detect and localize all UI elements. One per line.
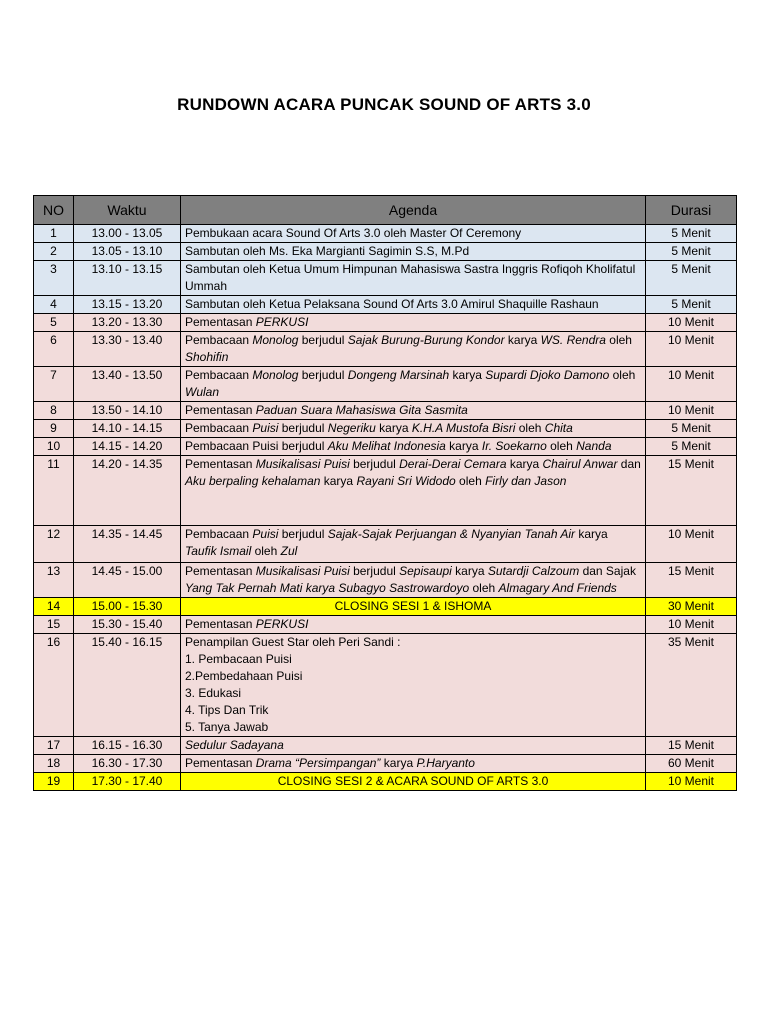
agenda-text: oleh (251, 544, 281, 558)
agenda-text: PERKUSI (255, 617, 309, 631)
table-row (34, 616, 737, 634)
rundown-table (33, 195, 737, 791)
agenda-text: Musikalisasi Puisi (255, 564, 350, 578)
row-duration: 10 Menit (646, 616, 737, 634)
agenda-text: CLOSING SESI 1 & ISHOMA (334, 599, 492, 613)
agenda-text: karya (445, 439, 482, 453)
agenda-text: Sutardji Calzoum (487, 564, 580, 578)
agenda-text: 4. Tips Dan Trik (185, 703, 269, 717)
row-agenda (181, 634, 646, 737)
agenda-text: CLOSING SESI 2 & ACARA SOUND OF ARTS 3.0 (277, 774, 549, 788)
agenda-text: oleh (546, 439, 577, 453)
row-duration: 10 Menit (646, 314, 737, 332)
agenda-text: Aku berpaling kehalaman (185, 474, 321, 488)
agenda-text: Pementasan (185, 756, 256, 770)
page-title: RUNDOWN ACARA PUNCAK SOUND OF ARTS 3.0 (177, 95, 591, 114)
row-time: 14.20 - 14.35 (74, 456, 181, 526)
agenda-text: Sambutan oleh Ketua Umum Himpunan Mahasiswa Sastra Inggris Rofiqoh Kholifatul Ummah (185, 262, 636, 293)
row-no: 4 (34, 296, 74, 314)
agenda-text: Wulan (185, 385, 220, 399)
agenda-text: Pementasan (185, 315, 256, 329)
agenda-text: berjudul (298, 368, 348, 382)
agenda-text: Penampilan Guest Star oleh Peri Sandi : (185, 635, 401, 649)
table-header-row (34, 196, 737, 225)
agenda-text: Pementasan (185, 403, 256, 417)
agenda-text: karya (504, 333, 541, 347)
row-agenda (181, 296, 646, 314)
row-time: 15.40 - 16.15 (74, 634, 181, 737)
header-no: NO (34, 196, 74, 225)
row-no: 1 (34, 225, 74, 243)
agenda-text: 3. Edukasi (185, 686, 242, 700)
table-row (34, 402, 737, 420)
agenda-text: Rayani Sri Widodo (356, 474, 456, 488)
row-time: 13.30 - 13.40 (74, 332, 181, 367)
agenda-text: Pementasan (185, 457, 256, 471)
row-agenda (181, 225, 646, 243)
agenda-text: Puisi (252, 527, 279, 541)
row-time: 13.00 - 13.05 (74, 225, 181, 243)
agenda-text: Musikalisasi Puisi (255, 457, 350, 471)
header-agenda: Agenda (181, 196, 646, 225)
row-duration: 5 Menit (646, 296, 737, 314)
row-no: 9 (34, 420, 74, 438)
agenda-text: karya (451, 564, 488, 578)
agenda-text: Pementasan (185, 617, 256, 631)
row-duration: 15 Menit (646, 737, 737, 755)
agenda-text: Monolog (252, 333, 299, 347)
row-no: 12 (34, 526, 74, 563)
row-no: 11 (34, 456, 74, 526)
row-agenda (181, 261, 646, 296)
row-time: 13.10 - 13.15 (74, 261, 181, 296)
row-duration: 10 Menit (646, 367, 737, 402)
row-no: 3 (34, 261, 74, 296)
row-duration: 15 Menit (646, 456, 737, 526)
row-agenda (181, 402, 646, 420)
row-duration: 30 Menit (646, 598, 737, 616)
row-time: 13.40 - 13.50 (74, 367, 181, 402)
row-agenda (181, 616, 646, 634)
table-row (34, 261, 737, 296)
agenda-text: Pembacaan (185, 421, 253, 435)
row-time: 15.00 - 15.30 (74, 598, 181, 616)
agenda-text: karya (506, 457, 543, 471)
row-duration: 5 Menit (646, 438, 737, 456)
row-no: 5 (34, 314, 74, 332)
row-no: 14 (34, 598, 74, 616)
agenda-text: Paduan Suara Mahasiswa Gita Sasmita (255, 403, 468, 417)
agenda-text: berjudul (278, 421, 328, 435)
table-row (34, 598, 737, 616)
agenda-text: Sepisaupi (399, 564, 452, 578)
table-row (34, 438, 737, 456)
agenda-text: oleh (515, 421, 545, 435)
agenda-text: Zul (280, 544, 298, 558)
row-duration: 10 Menit (646, 773, 737, 791)
row-no: 8 (34, 402, 74, 420)
row-time: 14.15 - 14.20 (74, 438, 181, 456)
table-row (34, 563, 737, 598)
row-no: 6 (34, 332, 74, 367)
row-duration: 35 Menit (646, 634, 737, 737)
agenda-text: oleh (609, 368, 636, 382)
agenda-text: Puisi (252, 421, 279, 435)
row-agenda (181, 456, 646, 526)
agenda-text: Pembacaan (185, 368, 253, 382)
row-no: 10 (34, 438, 74, 456)
agenda-text: karya (449, 368, 486, 382)
agenda-text: Ir. Soekarno (481, 439, 547, 453)
agenda-text: berjudul (349, 564, 400, 578)
agenda-text: oleh (605, 333, 632, 347)
table-row (34, 755, 737, 773)
row-time: 16.15 - 16.30 (74, 737, 181, 755)
agenda-text: Sedulur Sadayana (185, 738, 284, 752)
row-duration: 60 Menit (646, 755, 737, 773)
agenda-text: K.H.A Mustofa Bisri (411, 421, 516, 435)
table-row (34, 225, 737, 243)
row-agenda (181, 314, 646, 332)
agenda-text: 5. Tanya Jawab (185, 720, 269, 734)
row-time: 15.30 - 15.40 (74, 616, 181, 634)
row-agenda (181, 332, 646, 367)
row-time: 14.10 - 14.15 (74, 420, 181, 438)
agenda-text: karya (375, 421, 412, 435)
agenda-text: Dongeng Marsinah (347, 368, 450, 382)
row-agenda (181, 367, 646, 402)
agenda-text: Nanda (576, 439, 612, 453)
header-duration: Durasi (646, 196, 737, 225)
row-duration: 10 Menit (646, 332, 737, 367)
table-row (34, 420, 737, 438)
agenda-text: Sambutan oleh Ms. Eka Margianti Sagimin S.S, M.Pd (185, 244, 470, 258)
table-row (34, 367, 737, 402)
table-row (34, 456, 737, 526)
agenda-text: berjudul (278, 527, 328, 541)
agenda-text: berjudul (349, 457, 400, 471)
agenda-text: 2.Pembedahaan Puisi (185, 669, 303, 683)
table-row (34, 314, 737, 332)
row-no: 19 (34, 773, 74, 791)
row-duration: 5 Menit (646, 225, 737, 243)
agenda-text: oleh (469, 581, 499, 595)
row-time: 16.30 - 17.30 (74, 755, 181, 773)
agenda-text: oleh (455, 474, 486, 488)
agenda-text: 1. Pembacaan Puisi (185, 652, 292, 666)
agenda-text: karya (320, 474, 357, 488)
agenda-text: karya (575, 527, 608, 541)
row-time: 14.35 - 14.45 (74, 526, 181, 563)
agenda-text: Pembacaan (185, 527, 253, 541)
row-agenda (181, 420, 646, 438)
agenda-text: Taufik Ismail (185, 544, 252, 558)
agenda-text: WS. Rendra (540, 333, 606, 347)
table-row (34, 773, 737, 791)
row-time: 13.50 - 14.10 (74, 402, 181, 420)
table-row (34, 332, 737, 367)
row-no: 18 (34, 755, 74, 773)
row-no: 7 (34, 367, 74, 402)
agenda-text: Sajak-Sajak Perjuangan & Nyanyian Tanah Air (327, 527, 576, 541)
row-agenda (181, 598, 646, 616)
row-no: 15 (34, 616, 74, 634)
row-time: 13.20 - 13.30 (74, 314, 181, 332)
row-agenda (181, 773, 646, 791)
table-row (34, 737, 737, 755)
row-duration: 10 Menit (646, 402, 737, 420)
row-duration: 5 Menit (646, 261, 737, 296)
row-agenda (181, 243, 646, 261)
header-time: Waktu (74, 196, 181, 225)
row-duration: 5 Menit (646, 420, 737, 438)
row-agenda (181, 563, 646, 598)
row-time: 14.45 - 15.00 (74, 563, 181, 598)
agenda-text: Pementasan (185, 564, 256, 578)
agenda-text: dan Sajak (579, 564, 636, 578)
agenda-text: Aku Melihat Indonesia (327, 439, 446, 453)
agenda-text: Sambutan oleh Ketua Pelaksana Sound Of Arts 3.0 Amirul Shaquille Rashaun (185, 297, 599, 311)
agenda-text: Supardi Djoko Damono (485, 368, 610, 382)
row-no: 2 (34, 243, 74, 261)
row-agenda (181, 737, 646, 755)
agenda-text: Sajak Burung-Burung Kondor (347, 333, 505, 347)
agenda-text: Chita (544, 421, 573, 435)
agenda-text: Almagary And Friends (498, 581, 617, 595)
row-agenda (181, 526, 646, 563)
agenda-text: PERKUSI (255, 315, 309, 329)
agenda-text: Pembacaan Puisi berjudul (185, 439, 328, 453)
row-no: 13 (34, 563, 74, 598)
table-row (34, 634, 737, 737)
row-agenda (181, 755, 646, 773)
agenda-text: dan (617, 457, 641, 471)
row-time: 13.15 - 13.20 (74, 296, 181, 314)
agenda-text: Yang Tak Pernah Mati karya Subagyo Sastrowardoyo (185, 581, 470, 595)
row-no: 16 (34, 634, 74, 737)
agenda-text: Chairul Anwar (542, 457, 618, 471)
row-time: 13.05 - 13.10 (74, 243, 181, 261)
row-agenda (181, 438, 646, 456)
row-duration: 10 Menit (646, 526, 737, 563)
agenda-text: Negeriku (327, 421, 376, 435)
agenda-text: Firly dan Jason (485, 474, 567, 488)
agenda-text: Pembukaan acara Sound Of Arts 3.0 oleh Master Of Ceremony (185, 226, 522, 240)
table-row (34, 296, 737, 314)
agenda-text: Shohifin (185, 350, 229, 364)
row-no: 17 (34, 737, 74, 755)
table-row (34, 243, 737, 261)
agenda-text: berjudul (298, 333, 348, 347)
agenda-text: Pembacaan (185, 333, 253, 347)
row-duration: 15 Menit (646, 563, 737, 598)
agenda-text: Drama “Persimpangan” (255, 756, 381, 770)
agenda-text: karya (380, 756, 417, 770)
table-row (34, 526, 737, 563)
row-duration: 5 Menit (646, 243, 737, 261)
agenda-text: Monolog (252, 368, 299, 382)
agenda-text: P.Haryanto (416, 756, 475, 770)
row-time: 17.30 - 17.40 (74, 773, 181, 791)
agenda-text: Derai-Derai Cemara (399, 457, 507, 471)
